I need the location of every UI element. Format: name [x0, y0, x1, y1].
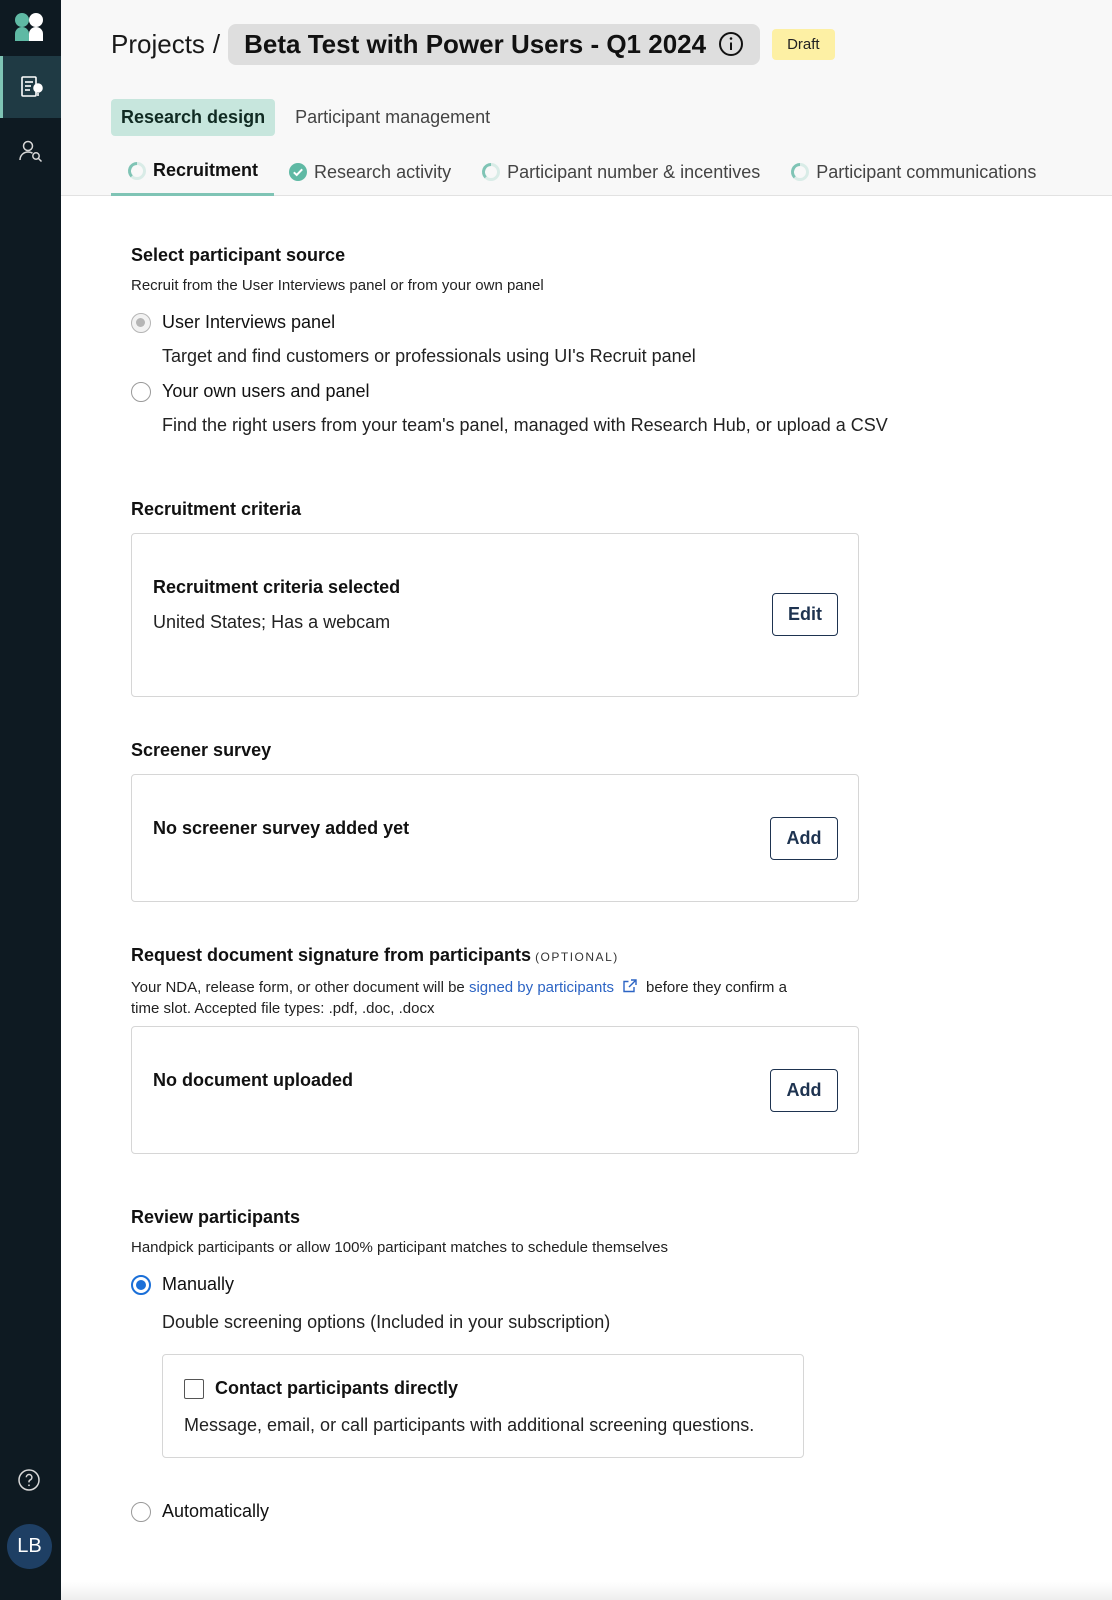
radio-label: Your own users and panel	[162, 381, 370, 402]
project-title[interactable]	[228, 24, 760, 65]
section-title: Recruitment criteria	[131, 499, 302, 520]
section-title: Review participants	[131, 1206, 301, 1227]
criteria-summary: United States; Has a webcam	[153, 612, 391, 633]
breadcrumb-projects-link[interactable]: Projects	[111, 28, 205, 59]
sidebar-item-projects[interactable]	[0, 56, 61, 118]
check-circle-icon	[288, 162, 308, 182]
subtab-label: Research activity	[314, 161, 452, 182]
radio-button[interactable]	[131, 313, 151, 333]
section-description: Handpick participants or allow 100% participant matches to schedule themselves	[131, 1238, 668, 1256]
radio-button[interactable]	[131, 1502, 151, 1522]
progress-ring-icon	[481, 162, 501, 182]
app-logo-icon[interactable]	[14, 12, 44, 42]
document-upload-card	[131, 1026, 859, 1154]
sub-tabs	[111, 158, 1052, 196]
contact-participants-checkbox[interactable]	[184, 1379, 204, 1399]
add-document-button[interactable]: Add	[770, 1069, 838, 1112]
radio-label: User Interviews panel	[162, 312, 336, 333]
breadcrumb-separator: /	[212, 28, 221, 59]
section-description: Recruit from the User Interviews panel or from your own panel	[131, 277, 544, 294]
section-title	[131, 945, 931, 966]
subtab-recruitment[interactable]	[111, 158, 274, 196]
project-document-icon	[19, 74, 45, 100]
info-icon[interactable]	[718, 31, 744, 57]
progress-ring-icon	[790, 162, 810, 182]
section-description	[131, 978, 931, 1019]
add-screener-button[interactable]: Add	[770, 817, 838, 860]
progress-ring-icon	[127, 161, 147, 181]
desc-text: Your NDA, release form, or other document will be	[131, 979, 465, 997]
radio-own-panel[interactable]	[131, 381, 931, 402]
edit-criteria-button[interactable]: Edit	[772, 593, 838, 636]
subtab-participant-number-incentives[interactable]	[467, 158, 776, 196]
radio-automatically[interactable]	[131, 1501, 931, 1522]
recruitment-form	[131, 245, 931, 1522]
radio-ui-panel[interactable]	[131, 312, 931, 333]
radio-button[interactable]	[131, 382, 151, 402]
user-search-icon	[18, 138, 44, 164]
radio-manually[interactable]	[131, 1274, 931, 1295]
screener-survey-section	[131, 740, 931, 902]
section-title: Select participant source	[131, 245, 346, 265]
bottom-shadow	[61, 1582, 1112, 1600]
sidebar	[0, 0, 61, 1600]
status-badge: Draft	[772, 29, 835, 60]
breadcrumb	[111, 23, 835, 65]
recruitment-criteria-section	[131, 499, 931, 697]
contact-participants-checkbox-row[interactable]	[184, 1378, 458, 1399]
review-participants-section	[131, 1207, 931, 1522]
checkbox-label: Contact participants directly	[215, 1378, 459, 1398]
subtab-label: Participant number & incentives	[507, 161, 761, 182]
user-avatar[interactable]: LB	[7, 1524, 52, 1569]
subtab-research-activity[interactable]	[274, 158, 467, 196]
optional-tag: (OPTIONAL)	[535, 950, 619, 965]
section-title-text: Request document signature from participants	[131, 945, 532, 966]
help-icon[interactable]	[17, 1468, 41, 1492]
recruitment-criteria-card	[131, 533, 859, 697]
card-title: Recruitment criteria selected	[153, 577, 401, 598]
project-title-text: Beta Test with Power Users - Q1 2024	[244, 28, 707, 59]
contact-participants-card	[162, 1354, 804, 1458]
desc-text: before they confirm a	[646, 979, 787, 997]
subtab-label: Recruitment	[153, 160, 259, 180]
subtab-participant-communications[interactable]	[776, 158, 1052, 196]
participant-source-section	[131, 245, 931, 436]
radio-help-text: Target and find customers or professionals using UI's Recruit panel	[162, 346, 696, 367]
radio-label: Automatically	[162, 1501, 270, 1521]
sidebar-item-participants[interactable]	[0, 120, 61, 182]
document-signature-section	[131, 945, 931, 1154]
checkbox-help-text: Message, email, or call participants with additional screening questions.	[184, 1415, 755, 1435]
tab-participant-management[interactable]: Participant management	[295, 107, 491, 127]
subtab-label: Participant communications	[816, 161, 1037, 182]
radio-label: Manually	[162, 1274, 235, 1294]
external-link-icon[interactable]	[622, 978, 638, 994]
top-tabs	[111, 99, 500, 136]
double-screening-label: Double screening options (Included in your subscription)	[162, 1312, 611, 1332]
card-title: No screener survey added yet	[153, 818, 410, 839]
desc-text: time slot. Accepted file types: .pdf, .doc, .docx	[131, 999, 435, 1017]
section-title: Screener survey	[131, 740, 272, 761]
radio-button[interactable]	[131, 1275, 151, 1295]
signed-by-participants-link[interactable]: signed by participants	[468, 979, 615, 997]
card-title: No document uploaded	[153, 1069, 353, 1090]
radio-help-text: Find the right users from your team's panel, managed with Research Hub, or upload a CSV	[162, 415, 888, 436]
screener-survey-card	[131, 774, 859, 902]
tab-research-design[interactable]: Research design	[111, 99, 275, 136]
